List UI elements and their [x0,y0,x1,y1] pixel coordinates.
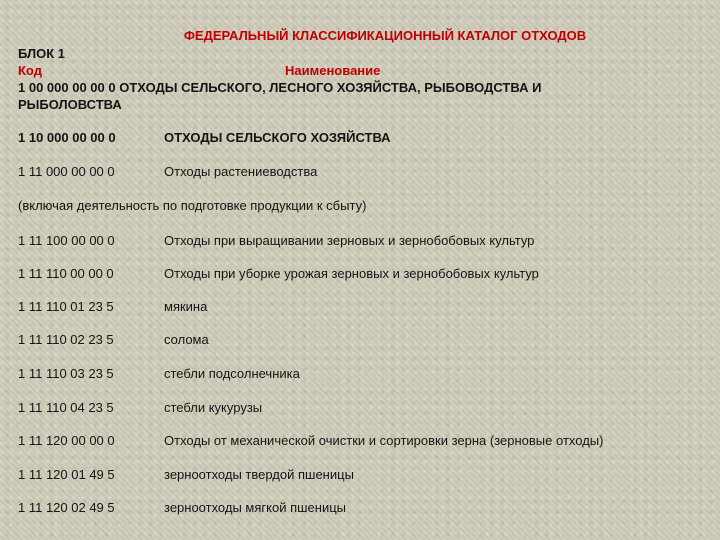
entry-name: солома [164,332,209,347]
entry-name: стебли подсолнечника [164,366,300,381]
entry-code: 1 11 120 01 49 5 [18,467,115,482]
entry-name: зерноотходы твердой пшеницы [164,467,354,482]
entry-name: мякина [164,299,208,314]
note-text: (включая деятельность по подготовке продукции к сбыту) [18,198,367,213]
entry-code: 1 10 000 00 00 0 [18,130,116,145]
entry-code: 1 11 110 02 23 5 [18,332,114,347]
entry-code: 1 11 110 01 23 5 [18,299,114,314]
entry-code: 1 11 110 00 00 0 [18,266,114,281]
entry-code: 1 11 100 00 00 0 [18,233,115,248]
entry-name: ОТХОДЫ СЕЛЬСКОГО ХОЗЯЙСТВА [164,130,391,145]
entry-name: стебли кукурузы [164,400,263,415]
code-column-header: Код [18,63,42,78]
entry-name: Отходы при уборке урожая зерновых и зернобобовых культур [164,266,539,281]
entry-name: Отходы растениеводства [164,164,318,179]
entry-name: Отходы при выращивании зерновых и зернобобовых культур [164,233,535,248]
entry-code: 1 11 000 00 00 0 [18,164,115,179]
entry-name: зерноотходы мягкой пшеницы [164,500,347,515]
entry-code: 1 11 110 04 23 5 [18,400,114,415]
entry-code: 1 11 120 00 00 0 [18,433,115,448]
catalog-title: ФЕДЕРАЛЬНЫЙ КЛАССИФИКАЦИОННЫЙ КАТАЛОГ ОТХОДОВ [183,28,587,43]
block-label: БЛОК 1 [18,46,66,61]
top-level-entry: 1 00 000 00 00 0 ОТХОДЫ СЕЛЬСКОГО, ЛЕСНОГО ХОЗЯЙСТВА, РЫБОВОДСТВА И РЫБОЛОВСТВА [18,80,542,112]
entry-code: 1 11 110 03 23 5 [18,366,114,381]
entry-name: Отходы от механической очистки и сортировки зерна (зерновые отходы) [164,433,604,448]
entry-code: 1 11 120 02 49 5 [18,500,115,515]
name-column-header: Наименование [285,63,381,78]
